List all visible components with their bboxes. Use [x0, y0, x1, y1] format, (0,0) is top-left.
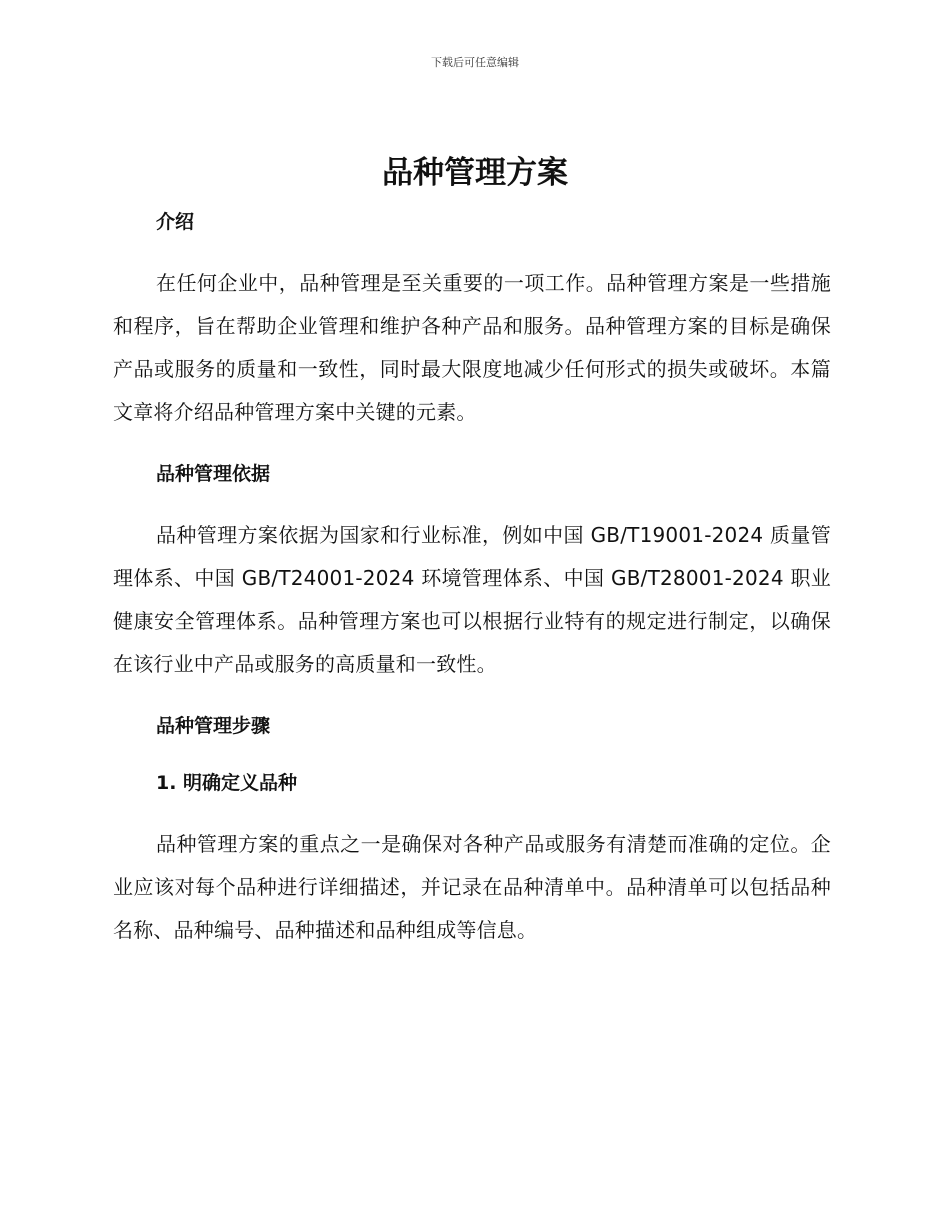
- section-heading-intro: 介绍: [156, 211, 195, 233]
- subsection-body-step1: 品种管理方案的重点之一是确保对各种产品或服务有清楚而准确的定位。企业应该对每个品种进行详细描述，并记录在品种清单中。品种清单可以包括品种名称、品种编号、品种描述和品种组成等信息。: [113, 832, 831, 942]
- section-body-intro: 在任何企业中，品种管理是至关重要的一项工作。品种管理方案是一些措施和程序，旨在帮助企业管理和维护各种产品和服务。品种管理方案的目标是确保产品或服务的质量和一致性，同时最大限度地减少任何形式的损失或破坏。本篇文章将介绍品种管理方案中关键的元素。: [113, 271, 831, 424]
- section-body-basis: 品种管理方案依据为国家和行业标准，例如中国 GB/T19001-2024 质量管理体系、中国 GB/T24001-2024 环境管理体系、中国 GB/T28001-2024 职业健康安全管理体系。品种管理方案也可以根据行业特有的规定进行制定，以确保在该行业中产品或服务的高质量和一致性。: [113, 523, 831, 676]
- subsection-heading-step1: 1. 明确定义品种: [156, 772, 298, 794]
- section-heading-basis: 品种管理依据: [156, 463, 271, 485]
- page-header-note: 下载后可任意编辑: [431, 56, 519, 69]
- document-title: 品种管理方案: [382, 155, 568, 191]
- section-heading-steps: 品种管理步骤: [156, 715, 271, 737]
- document-body: [113, 203, 831, 952]
